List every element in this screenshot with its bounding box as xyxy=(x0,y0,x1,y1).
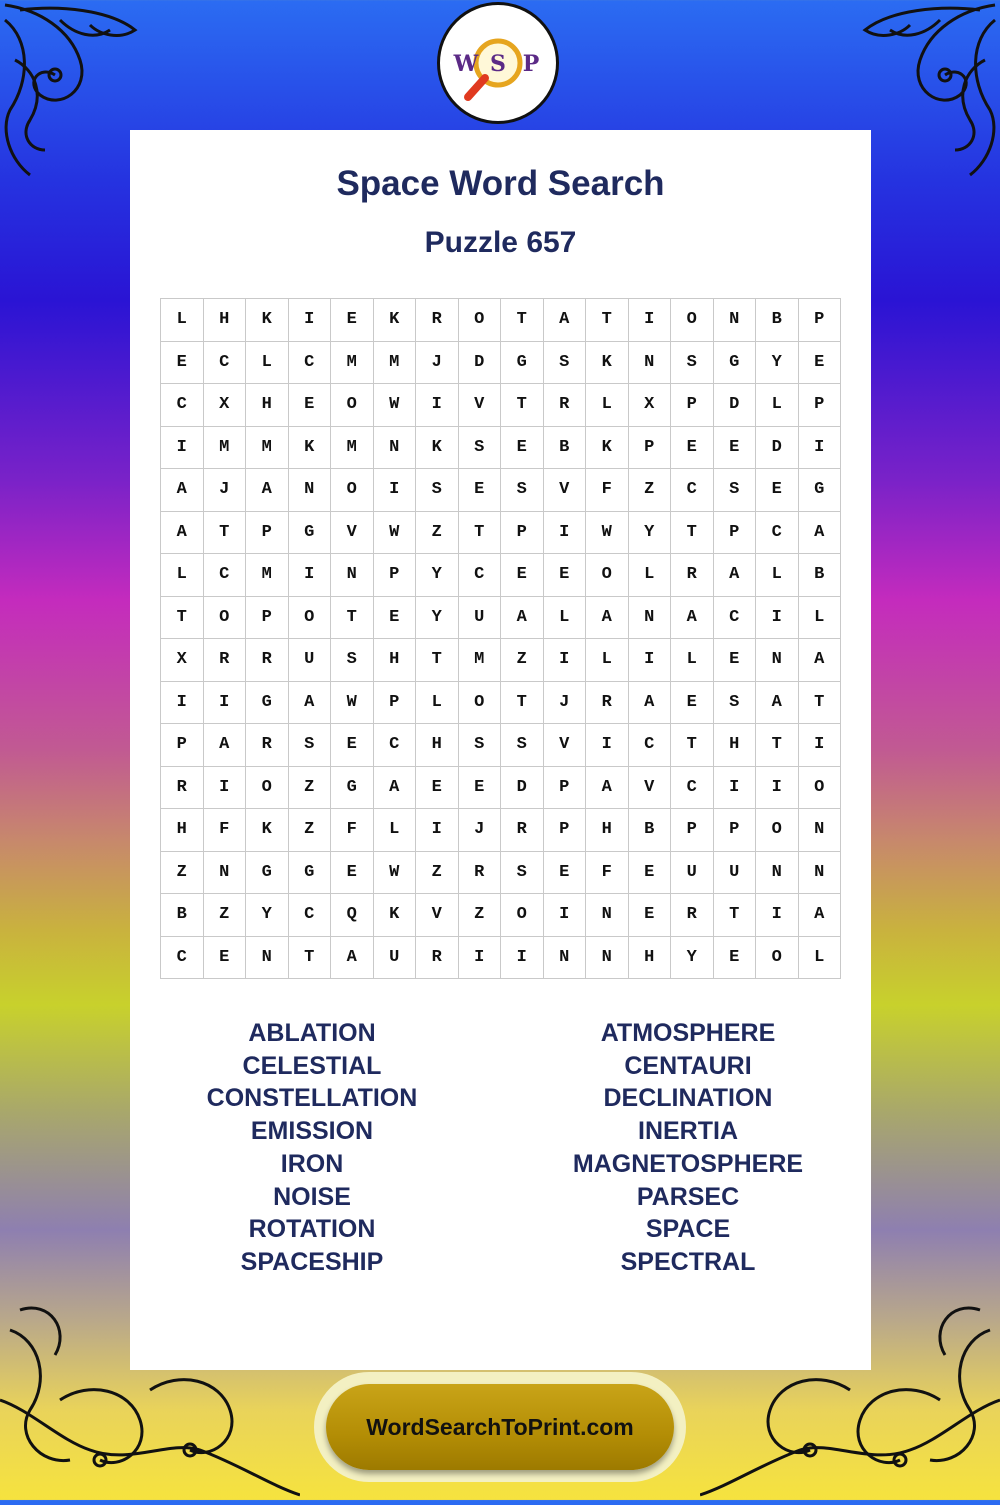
word-list-right xyxy=(538,1017,838,1279)
grid-cell: N xyxy=(714,299,757,342)
grid-cell: Z xyxy=(289,809,332,852)
grid-cell: A xyxy=(331,937,374,980)
grid-cell: R xyxy=(501,809,544,852)
grid-cell: N xyxy=(374,427,417,470)
grid-cell: E xyxy=(374,597,417,640)
word-list-item: ROTATION xyxy=(248,1215,376,1244)
grid-cell: Z xyxy=(161,852,204,895)
grid-cell: E xyxy=(204,937,247,980)
grid-cell: C xyxy=(756,512,799,555)
grid-cell: I xyxy=(544,894,587,937)
grid-cell: N xyxy=(289,469,332,512)
grid-cell: E xyxy=(799,342,842,385)
grid-cell: E xyxy=(544,852,587,895)
grid-cell: A xyxy=(756,682,799,725)
grid-cell: K xyxy=(246,809,289,852)
word-list-item: SPACESHIP xyxy=(240,1247,384,1276)
grid-cell: J xyxy=(459,809,502,852)
grid-cell: X xyxy=(161,639,204,682)
grid-cell: I xyxy=(756,597,799,640)
grid-cell: V xyxy=(459,384,502,427)
grid-cell: E xyxy=(331,724,374,767)
word-list-item: SPACE xyxy=(645,1215,731,1244)
grid-cell: A xyxy=(629,682,672,725)
grid-cell: K xyxy=(374,894,417,937)
grid-cell: L xyxy=(586,384,629,427)
grid-cell: O xyxy=(459,682,502,725)
grid-cell: R xyxy=(416,937,459,980)
grid-cell: N xyxy=(246,937,289,980)
logo-letter-p: P xyxy=(522,51,540,77)
grid-cell: P xyxy=(671,809,714,852)
grid-cell: V xyxy=(331,512,374,555)
puzzle-number: Puzzle 657 xyxy=(424,226,577,259)
grid-cell: E xyxy=(289,384,332,427)
grid-cell: Z xyxy=(501,639,544,682)
grid-cell: F xyxy=(586,469,629,512)
grid-cell: P xyxy=(629,427,672,470)
grid-cell: L xyxy=(161,299,204,342)
grid-cell: N xyxy=(756,639,799,682)
grid-cell: F xyxy=(331,809,374,852)
word-list-item: IRON xyxy=(280,1149,344,1178)
grid-cell: U xyxy=(374,937,417,980)
grid-cell: D xyxy=(714,384,757,427)
grid-cell: F xyxy=(586,852,629,895)
grid-cell: H xyxy=(714,724,757,767)
corner-ornament-top-left xyxy=(0,0,140,200)
grid-cell: T xyxy=(501,384,544,427)
grid-cell: E xyxy=(671,682,714,725)
grid-cell: L xyxy=(161,554,204,597)
grid-cell: V xyxy=(544,724,587,767)
logo-letter-s: S xyxy=(490,51,506,77)
grid-cell: E xyxy=(331,299,374,342)
grid-cell: H xyxy=(161,809,204,852)
grid-cell: D xyxy=(459,342,502,385)
grid-cell: N xyxy=(204,852,247,895)
grid-cell: D xyxy=(756,427,799,470)
grid-cell: W xyxy=(374,512,417,555)
grid-cell: T xyxy=(671,724,714,767)
grid-cell: L xyxy=(246,342,289,385)
grid-cell: Y xyxy=(671,937,714,980)
grid-cell: T xyxy=(501,682,544,725)
grid-cell: U xyxy=(714,852,757,895)
grid-cell: I xyxy=(204,767,247,810)
grid-cell: G xyxy=(289,512,332,555)
grid-cell: P xyxy=(714,809,757,852)
grid-cell: B xyxy=(161,894,204,937)
grid-cell: V xyxy=(629,767,672,810)
grid-cell: E xyxy=(629,894,672,937)
grid-cell: E xyxy=(416,767,459,810)
grid-cell: L xyxy=(416,682,459,725)
grid-cell: B xyxy=(799,554,842,597)
grid-cell: G xyxy=(331,767,374,810)
grid-cell: R xyxy=(671,554,714,597)
grid-cell: H xyxy=(374,639,417,682)
grid-cell: U xyxy=(671,852,714,895)
grid-cell: O xyxy=(671,299,714,342)
grid-cell: L xyxy=(671,639,714,682)
grid-cell: B xyxy=(544,427,587,470)
grid-cell: N xyxy=(544,937,587,980)
grid-cell: K xyxy=(289,427,332,470)
grid-cell: Y xyxy=(629,512,672,555)
puzzle-card xyxy=(130,130,871,1370)
grid-cell: M xyxy=(374,342,417,385)
grid-cell: A xyxy=(161,469,204,512)
grid-cell: S xyxy=(671,342,714,385)
grid-cell: F xyxy=(204,809,247,852)
wsp-logo xyxy=(437,2,559,124)
grid-cell: S xyxy=(331,639,374,682)
grid-cell: Z xyxy=(204,894,247,937)
grid-cell: T xyxy=(289,937,332,980)
grid-cell: L xyxy=(756,554,799,597)
grid-cell: U xyxy=(459,597,502,640)
grid-cell: I xyxy=(459,937,502,980)
grid-cell: I xyxy=(714,767,757,810)
word-list-item: ABLATION xyxy=(248,1019,376,1047)
grid-cell: S xyxy=(501,469,544,512)
grid-cell: Z xyxy=(416,512,459,555)
grid-cell: S xyxy=(714,469,757,512)
grid-cell: W xyxy=(374,852,417,895)
word-list-item: ATMOSPHERE xyxy=(600,1019,776,1047)
word-list-item: DECLINATION xyxy=(603,1084,773,1113)
grid-cell: S xyxy=(501,724,544,767)
grid-cell: Y xyxy=(756,342,799,385)
grid-cell: E xyxy=(459,469,502,512)
grid-cell: E xyxy=(714,427,757,470)
grid-cell: T xyxy=(671,512,714,555)
grid-cell: S xyxy=(544,342,587,385)
grid-cell: I xyxy=(161,427,204,470)
grid-cell: S xyxy=(459,724,502,767)
grid-cell: S xyxy=(289,724,332,767)
grid-cell: O xyxy=(459,299,502,342)
grid-cell: H xyxy=(629,937,672,980)
word-list-item: SPECTRAL xyxy=(620,1247,756,1276)
grid-cell: R xyxy=(204,639,247,682)
grid-cell: C xyxy=(289,894,332,937)
grid-cell: T xyxy=(714,894,757,937)
grid-cell: C xyxy=(204,554,247,597)
grid-cell: J xyxy=(416,342,459,385)
grid-cell: C xyxy=(714,597,757,640)
grid-cell: N xyxy=(756,852,799,895)
letter-grid xyxy=(160,298,841,979)
grid-cell: I xyxy=(416,384,459,427)
grid-cell: A xyxy=(586,597,629,640)
grid-cell: E xyxy=(629,852,672,895)
grid-cell: A xyxy=(714,554,757,597)
grid-cell: K xyxy=(246,299,289,342)
grid-cell: U xyxy=(289,639,332,682)
grid-cell: T xyxy=(586,299,629,342)
grid-cell: I xyxy=(756,894,799,937)
grid-cell: A xyxy=(544,299,587,342)
grid-cell: O xyxy=(246,767,289,810)
grid-cell: E xyxy=(714,937,757,980)
grid-cell: O xyxy=(289,597,332,640)
grid-cell: C xyxy=(204,342,247,385)
grid-cell: A xyxy=(246,469,289,512)
grid-cell: P xyxy=(374,682,417,725)
grid-cell: N xyxy=(331,554,374,597)
grid-cell: M xyxy=(246,554,289,597)
grid-cell: M xyxy=(459,639,502,682)
grid-cell: L xyxy=(586,639,629,682)
grid-cell: C xyxy=(671,767,714,810)
grid-cell: T xyxy=(161,597,204,640)
grid-cell: P xyxy=(246,512,289,555)
word-list-item: CENTAURI xyxy=(624,1051,752,1080)
grid-cell: Y xyxy=(416,554,459,597)
grid-cell: T xyxy=(501,299,544,342)
grid-cell: I xyxy=(289,299,332,342)
grid-cell: P xyxy=(671,384,714,427)
grid-cell: R xyxy=(586,682,629,725)
grid-cell: I xyxy=(799,427,842,470)
grid-cell: S xyxy=(416,469,459,512)
grid-cell: C xyxy=(459,554,502,597)
grid-cell: P xyxy=(161,724,204,767)
grid-cell: C xyxy=(289,342,332,385)
grid-cell: P xyxy=(246,597,289,640)
grid-cell: Z xyxy=(289,767,332,810)
grid-cell: N xyxy=(799,809,842,852)
grid-cell: Z xyxy=(629,469,672,512)
grid-cell: N xyxy=(799,852,842,895)
grid-cell: Y xyxy=(416,597,459,640)
word-list-item: MAGNETOSPHERE xyxy=(572,1149,804,1178)
grid-cell: G xyxy=(714,342,757,385)
grid-cell: P xyxy=(544,809,587,852)
grid-cell: C xyxy=(671,469,714,512)
grid-cell: H xyxy=(204,299,247,342)
grid-cell: I xyxy=(629,299,672,342)
grid-cell: I xyxy=(416,809,459,852)
grid-cell: C xyxy=(161,384,204,427)
grid-cell: D xyxy=(501,767,544,810)
grid-cell: O xyxy=(331,384,374,427)
grid-cell: T xyxy=(756,724,799,767)
website-badge[interactable] xyxy=(314,1372,686,1482)
grid-cell: I xyxy=(374,469,417,512)
grid-cell: N xyxy=(586,894,629,937)
grid-cell: G xyxy=(246,852,289,895)
grid-cell: A xyxy=(799,894,842,937)
grid-cell: P xyxy=(374,554,417,597)
grid-cell: A xyxy=(586,767,629,810)
word-list-left xyxy=(162,1017,462,1279)
grid-cell: V xyxy=(416,894,459,937)
website-link[interactable]: WordSearchToPrint.com xyxy=(326,1384,674,1470)
grid-cell: X xyxy=(629,384,672,427)
grid-cell: C xyxy=(629,724,672,767)
grid-cell: O xyxy=(501,894,544,937)
grid-cell: T xyxy=(416,639,459,682)
grid-cell: E xyxy=(331,852,374,895)
grid-cell: E xyxy=(544,554,587,597)
grid-cell: R xyxy=(459,852,502,895)
word-list-item: NOISE xyxy=(273,1182,351,1211)
grid-cell: H xyxy=(586,809,629,852)
word-list-item: CELESTIAL xyxy=(242,1051,382,1080)
grid-cell: Z xyxy=(416,852,459,895)
grid-cell: I xyxy=(161,682,204,725)
grid-cell: E xyxy=(671,427,714,470)
corner-ornament-top-right xyxy=(860,0,1000,200)
grid-cell: I xyxy=(544,512,587,555)
grid-cell: B xyxy=(756,299,799,342)
word-list-item: CONSTELLATION xyxy=(206,1084,418,1113)
grid-cell: R xyxy=(544,384,587,427)
grid-cell: L xyxy=(374,809,417,852)
grid-cell: I xyxy=(629,639,672,682)
grid-cell: A xyxy=(799,512,842,555)
grid-cell: Z xyxy=(459,894,502,937)
grid-cell: P xyxy=(501,512,544,555)
grid-cell: C xyxy=(374,724,417,767)
grid-cell: R xyxy=(246,639,289,682)
grid-cell: I xyxy=(586,724,629,767)
grid-cell: O xyxy=(756,809,799,852)
grid-cell: W xyxy=(586,512,629,555)
grid-cell: W xyxy=(374,384,417,427)
grid-cell: M xyxy=(246,427,289,470)
grid-cell: W xyxy=(331,682,374,725)
word-list-item: INERTIA xyxy=(638,1117,738,1146)
grid-cell: C xyxy=(161,937,204,980)
grid-cell: P xyxy=(799,384,842,427)
logo-letter-w: W xyxy=(453,51,479,77)
grid-cell: A xyxy=(161,512,204,555)
grid-cell: G xyxy=(246,682,289,725)
grid-cell: O xyxy=(799,767,842,810)
grid-cell: M xyxy=(331,342,374,385)
grid-cell: E xyxy=(714,639,757,682)
grid-cell: X xyxy=(204,384,247,427)
grid-cell: I xyxy=(204,682,247,725)
grid-cell: E xyxy=(756,469,799,512)
grid-cell: O xyxy=(331,469,374,512)
grid-cell: M xyxy=(204,427,247,470)
grid-cell: E xyxy=(161,342,204,385)
grid-cell: I xyxy=(544,639,587,682)
grid-cell: T xyxy=(204,512,247,555)
grid-cell: G xyxy=(501,342,544,385)
grid-cell: N xyxy=(629,597,672,640)
grid-cell: P xyxy=(799,299,842,342)
grid-cell: H xyxy=(246,384,289,427)
grid-cell: O xyxy=(586,554,629,597)
grid-cell: E xyxy=(501,427,544,470)
grid-cell: K xyxy=(586,427,629,470)
page-title: Space Word Search xyxy=(336,164,665,203)
grid-cell: J xyxy=(204,469,247,512)
grid-cell: O xyxy=(756,937,799,980)
grid-cell: S xyxy=(501,852,544,895)
word-list-item: EMISSION xyxy=(250,1117,374,1146)
grid-cell: P xyxy=(544,767,587,810)
grid-cell: I xyxy=(501,937,544,980)
grid-cell: A xyxy=(799,639,842,682)
grid-cell: J xyxy=(544,682,587,725)
grid-cell: N xyxy=(629,342,672,385)
grid-cell: Q xyxy=(331,894,374,937)
grid-cell: G xyxy=(799,469,842,512)
grid-cell: A xyxy=(374,767,417,810)
grid-cell: R xyxy=(671,894,714,937)
grid-cell: B xyxy=(629,809,672,852)
grid-cell: K xyxy=(374,299,417,342)
grid-cell: L xyxy=(544,597,587,640)
grid-cell: L xyxy=(799,937,842,980)
grid-cell: S xyxy=(459,427,502,470)
grid-cell: M xyxy=(331,427,374,470)
grid-cell: K xyxy=(416,427,459,470)
grid-cell: S xyxy=(714,682,757,725)
grid-cell: E xyxy=(459,767,502,810)
word-list-item: PARSEC xyxy=(636,1182,740,1211)
grid-cell: G xyxy=(289,852,332,895)
grid-cell: K xyxy=(586,342,629,385)
grid-cell: N xyxy=(586,937,629,980)
grid-cell: E xyxy=(501,554,544,597)
grid-cell: T xyxy=(331,597,374,640)
grid-cell: I xyxy=(799,724,842,767)
grid-cell: Y xyxy=(246,894,289,937)
grid-cell: R xyxy=(416,299,459,342)
grid-cell: A xyxy=(501,597,544,640)
grid-cell: L xyxy=(799,597,842,640)
grid-cell: P xyxy=(714,512,757,555)
grid-cell: I xyxy=(289,554,332,597)
grid-cell: V xyxy=(544,469,587,512)
grid-cell: A xyxy=(204,724,247,767)
grid-cell: H xyxy=(416,724,459,767)
grid-cell: A xyxy=(289,682,332,725)
grid-cell: T xyxy=(799,682,842,725)
grid-cell: L xyxy=(756,384,799,427)
grid-cell: L xyxy=(629,554,672,597)
grid-cell: I xyxy=(756,767,799,810)
grid-cell: T xyxy=(459,512,502,555)
grid-cell: O xyxy=(204,597,247,640)
grid-cell: A xyxy=(671,597,714,640)
grid-cell: R xyxy=(161,767,204,810)
grid-cell: R xyxy=(246,724,289,767)
